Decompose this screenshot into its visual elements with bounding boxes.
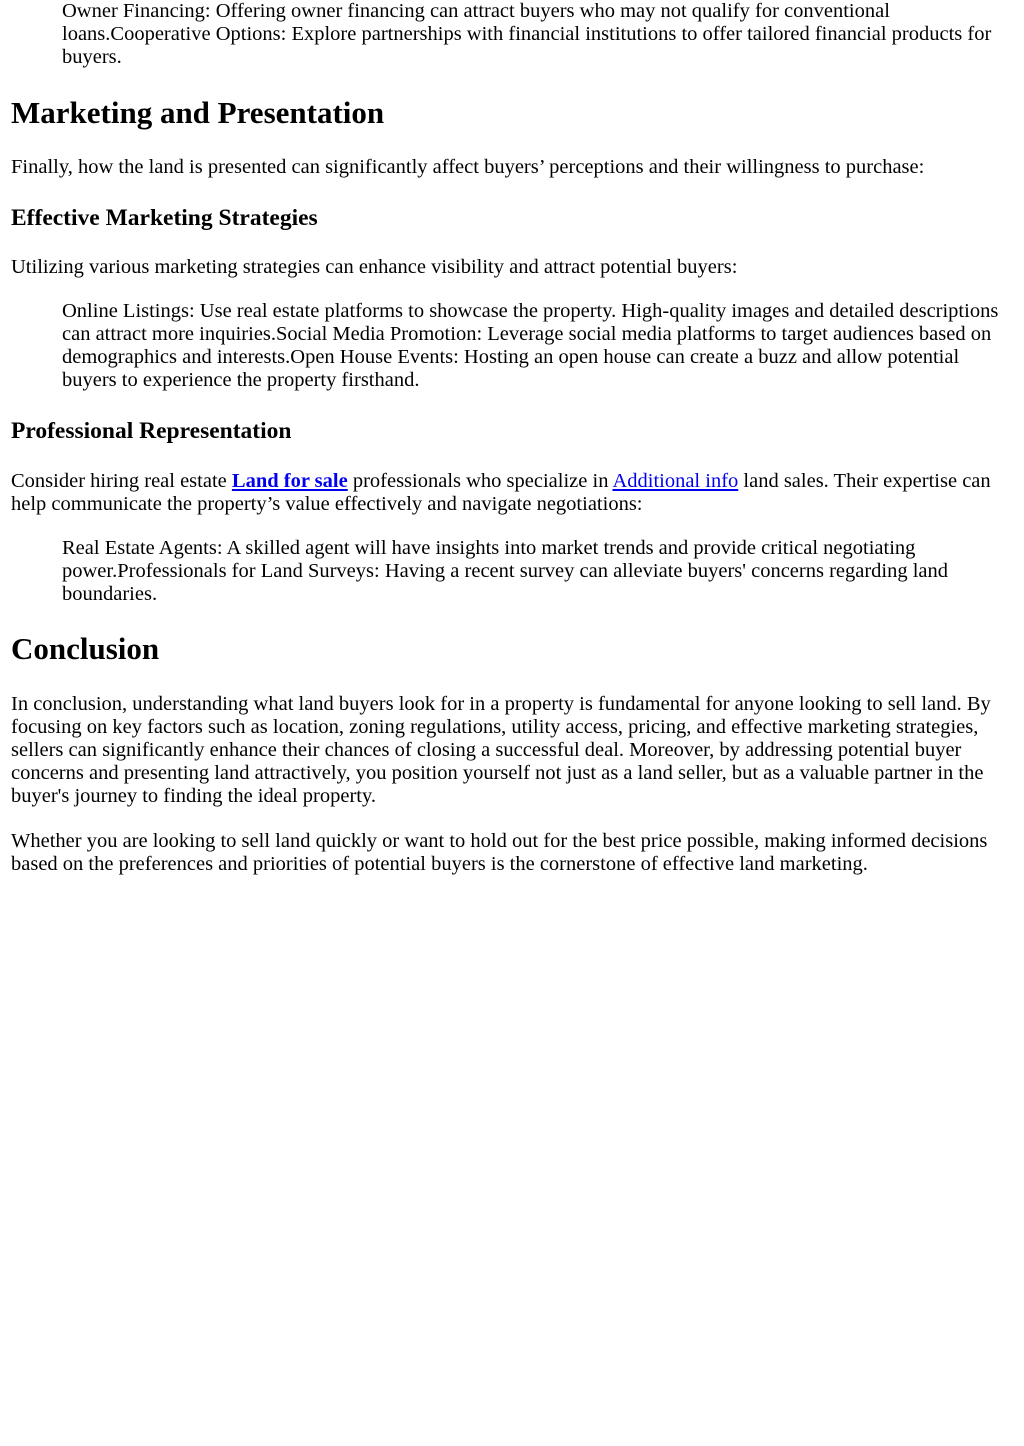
professional-text-middle: professionals who specialize in [347,470,613,492]
additional-info-link[interactable]: Additional info [612,470,739,492]
professional-text-end: land sales. Their expertise can help communicate the property’s value effectively and navigate negotiations: [11,470,991,515]
financing-options-text: Owner Financing: Offering owner financing can attract buyers who may not qualify for conventional loans.Cooperative Options: Explore partnerships with financial institutions to offer tailored financial products for buyers. [62,0,992,68]
effective-marketing-intro: Utilizing various marketing strategies can enhance visibility and attract potential buyers: [11,256,738,278]
professional-text-start: Consider hiring real estate [11,470,232,492]
conclusion-paragraph-1: In conclusion, understanding what land buyers look for in a property is fundamental for anyone looking to sell land. By focusing on key factors such as location, zoning regulations, utility access, pricing, and effective marketing strategies, sellers can significantly enhance their chances of closing a successful deal. Moreover, by addressing potential buyer concerns and presenting land attractively, you position yourself not just as a land seller, but as a valuable partner in the buyer's journey to finding the ideal property. [11,693,991,807]
professional-representation-heading: Professional Representation [11,418,292,444]
professional-list-text: Real Estate Agents: A skilled agent will have insights into market trends and provide critical negotiating power.Professionals for Land Surveys: Having a recent survey can alleviate buyers' concerns regarding land boundaries. [62,537,949,605]
effective-marketing-heading: Effective Marketing Strategies [11,205,318,231]
land-for-sale-link[interactable]: Land for sale [231,470,348,492]
marketing-strategies-text: Online Listings: Use real estate platforms to showcase the property. High-quality images and detailed descriptions can attract more inquiries.Social Media Promotion: Leverage social media platforms to target audiences based on demographics and interests.Open House Events: Hosting an open house can create a buzz and allow potential buyers to experience the property firsthand. [62,300,999,391]
conclusion-paragraph-2: Whether you are looking to sell land quickly or want to hold out for the best price possible, making informed decisions based on the preferences and priorities of potential buyers is the cornerstone of effective land marketing. [11,830,988,875]
marketing-intro-paragraph: Finally, how the land is presented can significantly affect buyers’ perceptions and their willingness to purchase: [11,156,925,178]
marketing-presentation-heading: Marketing and Presentation [11,95,385,130]
conclusion-heading: Conclusion [11,631,160,666]
professional-paragraph [11,470,1014,516]
